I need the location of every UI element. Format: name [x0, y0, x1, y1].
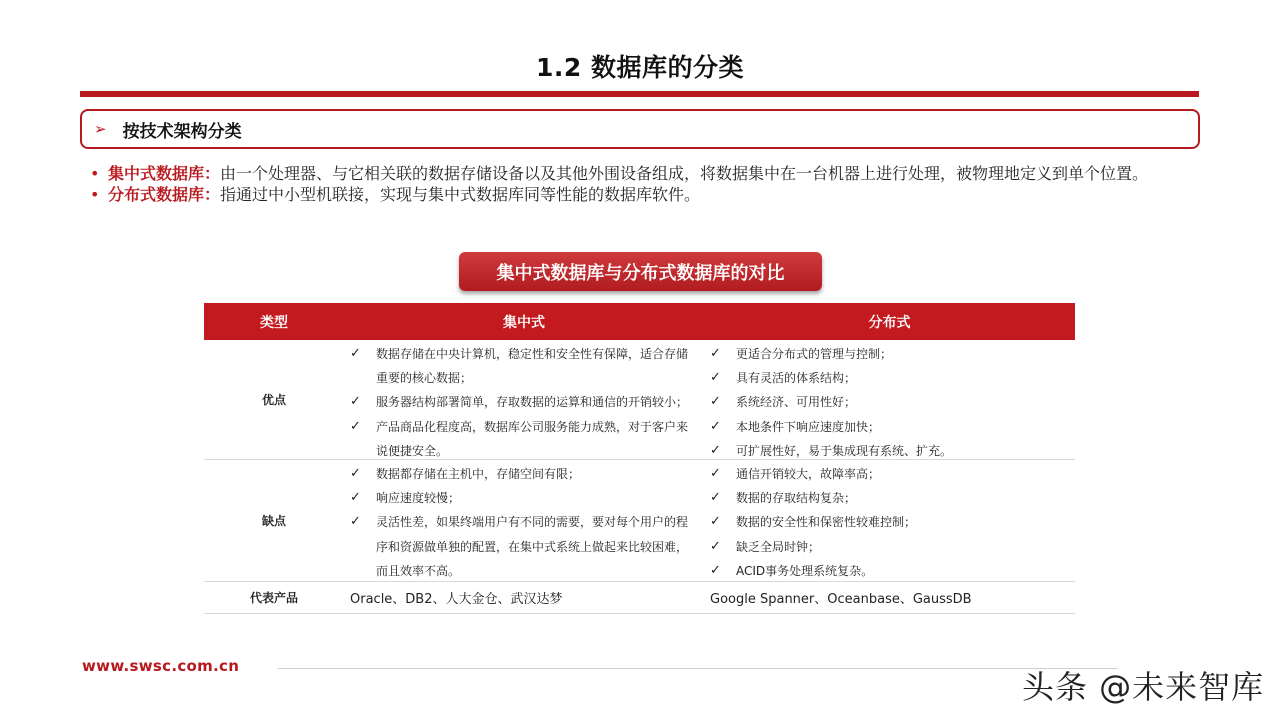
check-icon: ✓: [710, 538, 721, 554]
check-icon: ✓: [350, 466, 361, 481]
section-header: [80, 109, 1200, 149]
arrow-right-icon: ➢: [94, 120, 107, 138]
bullet-dot-icon: •: [90, 185, 100, 204]
list-item: ✓ 通信开销较大，故障率高；: [710, 462, 1069, 486]
table-row-pros: [204, 340, 1075, 460]
check-icon: ✓: [350, 418, 361, 434]
table-row-products: [204, 582, 1075, 614]
check-icon: ✓: [710, 514, 721, 530]
header-centralized: 集中式: [503, 314, 545, 331]
list-item: ✓ 数据存储在中央计算机，稳定性和安全性有保障，适合存储重要的核心数据；: [350, 342, 698, 390]
bullet-dot-icon: •: [90, 164, 100, 183]
row-label: 优点: [261, 393, 286, 407]
list-item: ✓ 数据的安全性和保密性较难控制；: [710, 510, 1069, 534]
bullet-term: 分布式数据库：: [108, 185, 221, 204]
title-divider: [80, 91, 1199, 97]
list-item: ✓ 服务器结构部署简单，存取数据的运算和通信的开销较小；: [350, 390, 698, 414]
footer-url: www.swsc.com.cn: [82, 657, 240, 675]
definition-list: [90, 163, 1200, 205]
list-item: ✓ 产品商品化程度高，数据库公司服务能力成熟，对于客户来说便捷安全。: [350, 415, 698, 463]
table-header: [204, 303, 1075, 340]
check-icon: ✓: [350, 514, 361, 530]
comparison-title-banner: 集中式数据库与分布式数据库的对比: [459, 252, 822, 291]
check-icon: ✓: [710, 490, 721, 506]
list-item: ✓ 系统经济、可用性好；: [710, 390, 1069, 414]
header-type: 类型: [260, 314, 288, 331]
check-icon: ✓: [710, 466, 721, 481]
row-label: 缺点: [261, 514, 286, 528]
products-distributed: Google Spanner、Oceanbase、GaussDB: [710, 592, 972, 607]
check-icon: ✓: [710, 370, 721, 386]
row-label: 代表产品: [249, 591, 298, 605]
list-item: ✓ 数据都存储在主机中，存储空间有限；: [350, 462, 698, 486]
section-label: 按技术架构分类: [122, 121, 242, 142]
table-row-cons: [204, 460, 1075, 582]
list-item: ✓ 响应速度较慢；: [350, 486, 698, 510]
bullet-term: 集中式数据库：: [108, 164, 221, 183]
products-centralized: Oracle、DB2、人大金仓、武汉达梦: [350, 592, 563, 607]
list-item: ✓ 本地条件下响应速度加快；: [710, 415, 1069, 439]
bullet-centralized: [90, 163, 1200, 184]
list-item: ✓ 数据的存取结构复杂；: [710, 486, 1069, 510]
watermark: 头条 @未来智库: [1022, 668, 1265, 706]
page-title: 1.2 数据库的分类: [536, 53, 744, 82]
header-distributed: 分布式: [868, 314, 911, 331]
footer-divider: [278, 668, 1118, 669]
bullet-text: 指通过中小型机联接，实现与集中式数据库同等性能的数据库软件。: [220, 185, 701, 204]
check-icon: ✓: [710, 394, 721, 410]
check-icon: ✓: [710, 346, 721, 361]
check-icon: ✓: [350, 346, 361, 361]
check-icon: ✓: [710, 418, 721, 434]
bullet-distributed: [90, 184, 1200, 205]
list-item: ✓ 缺乏全局时钟；: [710, 535, 1069, 559]
check-icon: ✓: [710, 562, 721, 578]
list-item: ✓ 具有灵活的体系结构；: [710, 366, 1069, 390]
list-item: ✓ 灵活性差，如果终端用户有不同的需要，要对每个用户的程序和资源做单独的配置，在集中式系统上做起来比较困难，而且效率不高。: [350, 510, 698, 583]
list-item: ✓ 可扩展性好，易于集成现有系统、扩充。: [710, 439, 1069, 463]
list-item: ✓ 更适合分布式的管理与控制；: [710, 342, 1069, 366]
list-item: ✓ ACID事务处理系统复杂。: [710, 559, 1069, 583]
check-icon: ✓: [350, 394, 361, 410]
comparison-table: [204, 303, 1075, 614]
check-icon: ✓: [710, 442, 721, 458]
bullet-text: 由一个处理器、与它相关联的数据存储设备以及其他外围设备组成，将数据集中在一台机器上进行处理，被物理地定义到单个位置。: [220, 164, 1149, 183]
check-icon: ✓: [350, 490, 361, 506]
